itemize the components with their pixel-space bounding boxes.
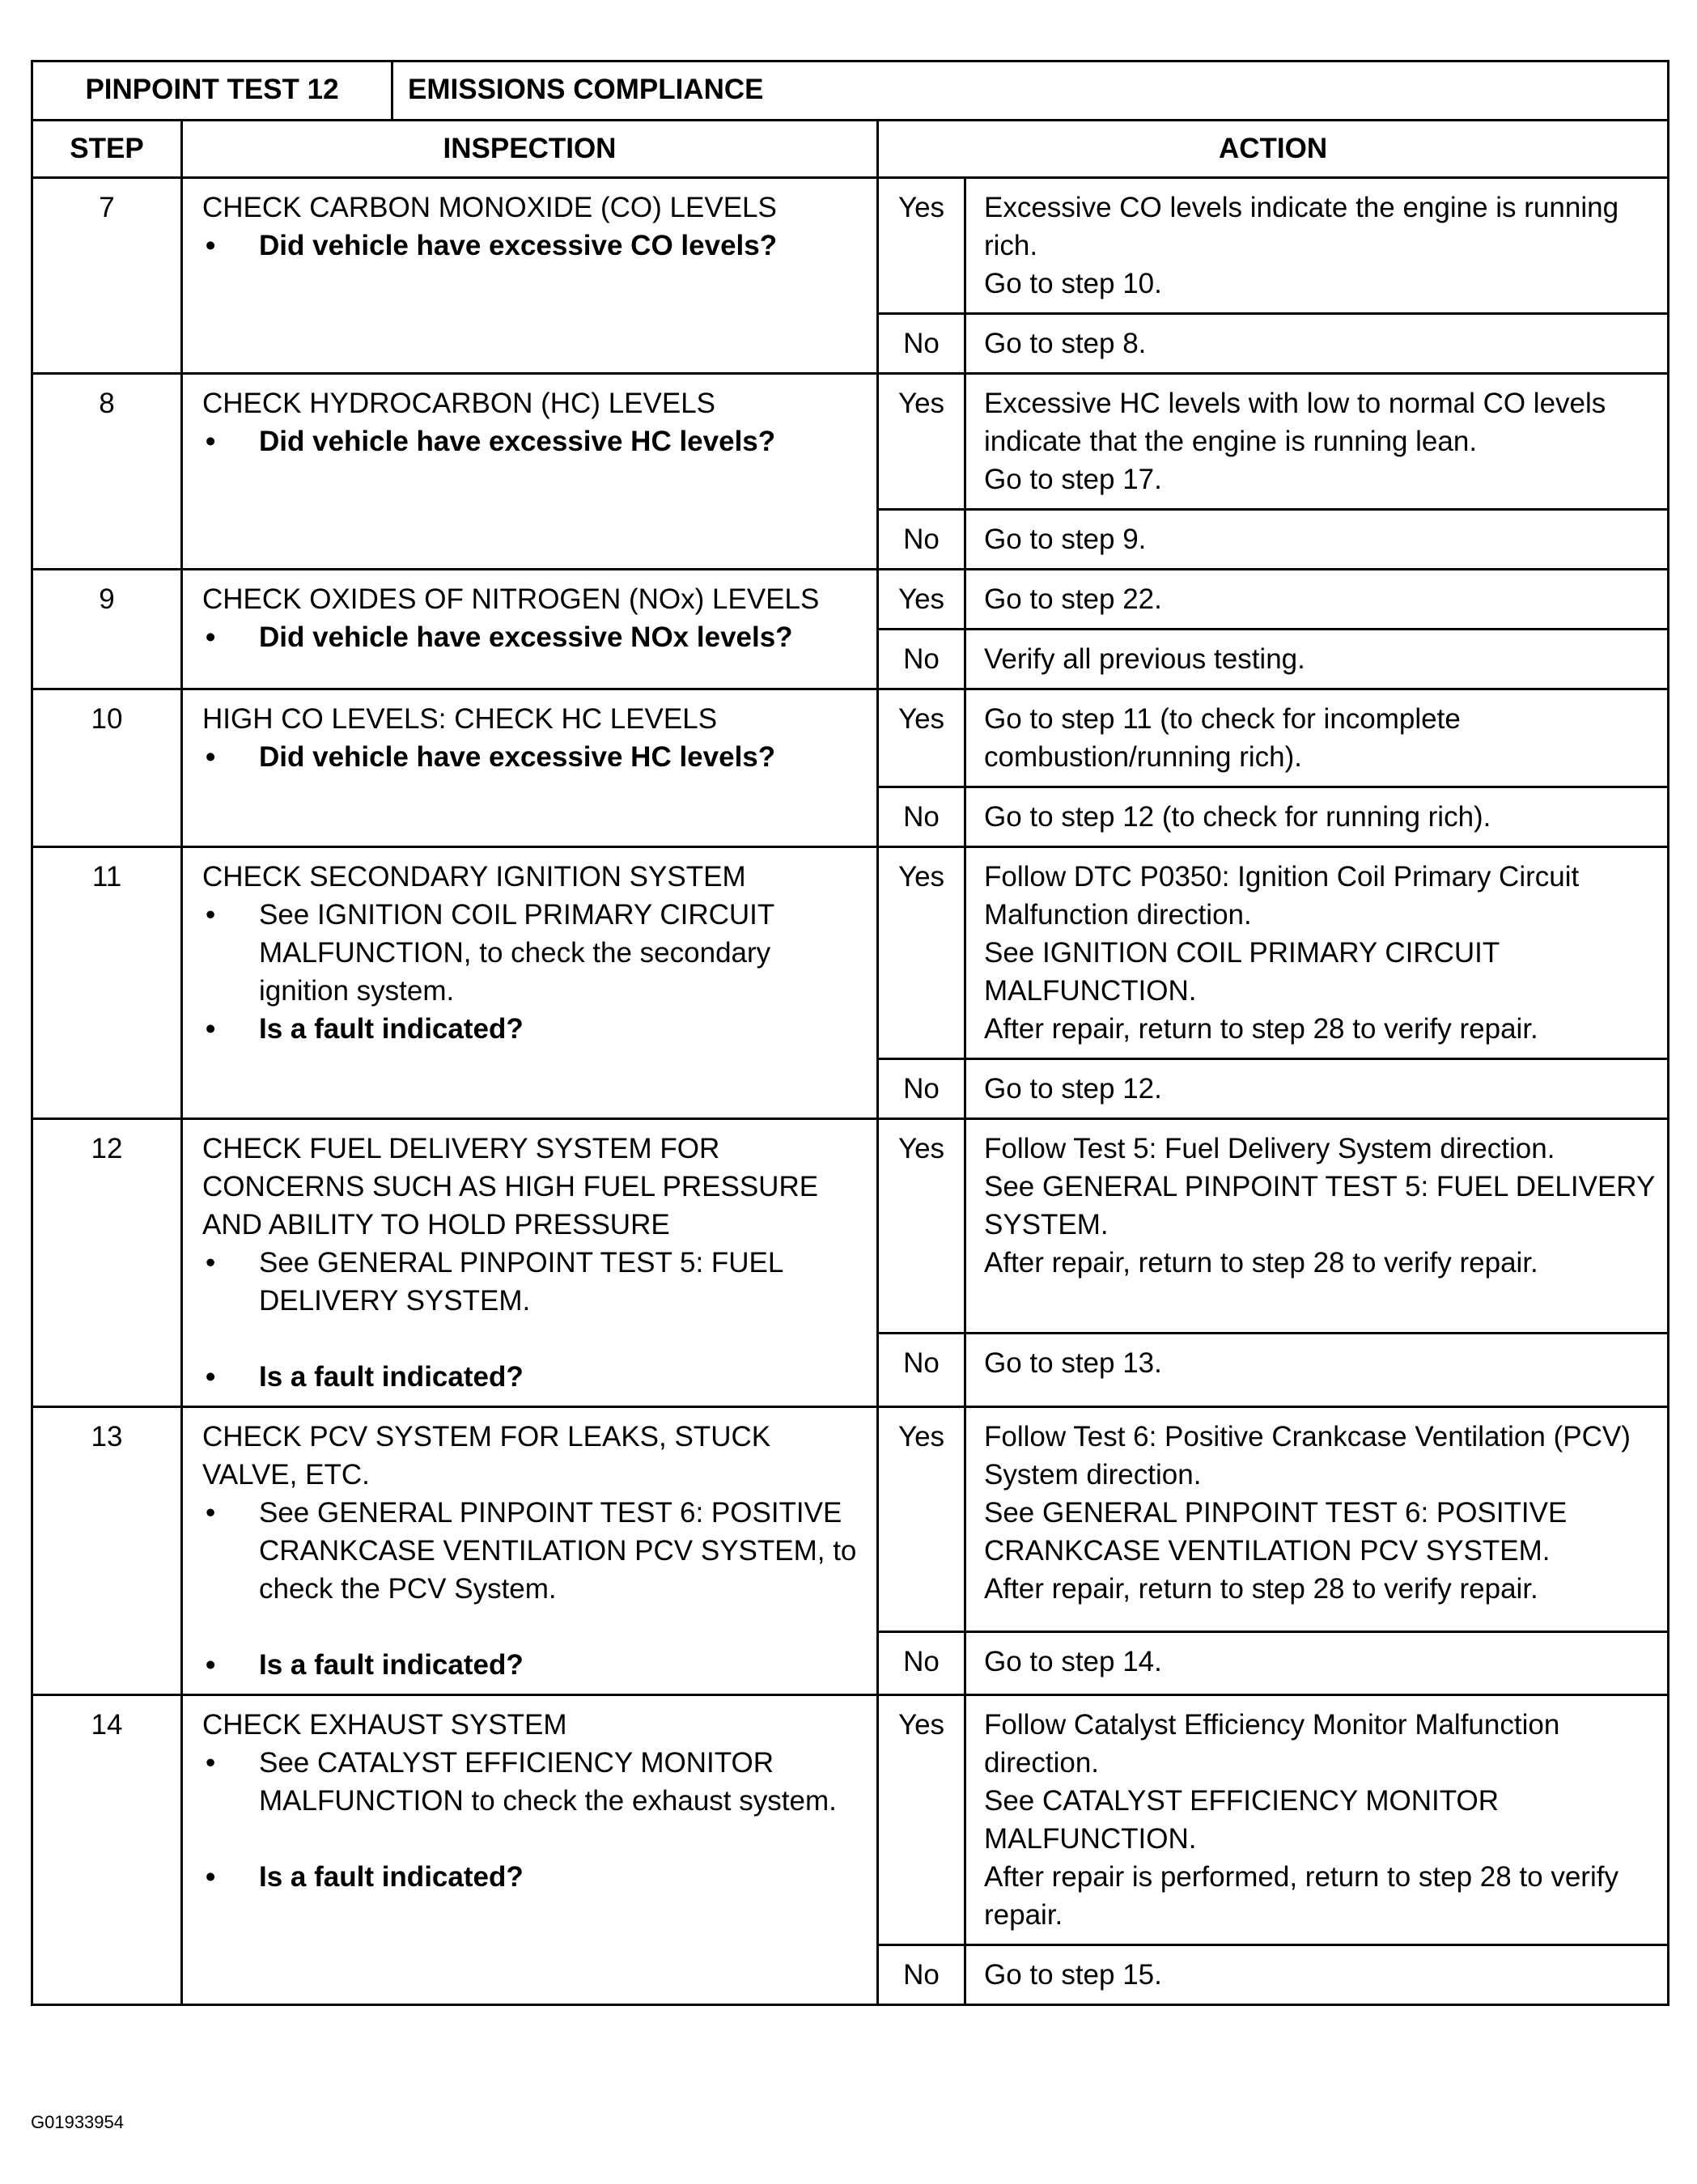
yes-action xyxy=(965,689,1669,787)
table-row xyxy=(32,1695,1669,1945)
action-line: See IGNITION COIL PRIMARY CIRCUIT MALFUNCTION. xyxy=(984,937,1500,1007)
action-line: After repair, return to step 28 to verify repair. xyxy=(984,1247,1538,1279)
action-line: See GENERAL PINPOINT TEST 5: FUEL DELIVERY SYSTEM. xyxy=(984,1171,1655,1240)
no-action xyxy=(965,510,1669,570)
inspection-cell xyxy=(182,374,878,570)
yes-action xyxy=(965,570,1669,630)
inspection-cell xyxy=(182,847,878,1119)
table-row xyxy=(32,1407,1669,1632)
step-number: 14 xyxy=(32,1695,182,2005)
inspection-heading: CHECK OXIDES OF NITROGEN (NOx) LEVELS xyxy=(202,583,820,615)
step-number: 12 xyxy=(32,1119,182,1407)
test-title-row xyxy=(32,61,1669,121)
inspection-cell xyxy=(182,178,878,374)
action-line: Verify all previous testing. xyxy=(984,643,1305,675)
pinpoint-test-table xyxy=(31,60,1669,2006)
step-number: 8 xyxy=(32,374,182,570)
step-number: 7 xyxy=(32,178,182,374)
action-line: Follow Catalyst Efficiency Monitor Malfunction direction. xyxy=(984,1709,1560,1779)
action-line: Follow Test 5: Fuel Delivery System direction. xyxy=(984,1133,1555,1164)
yes-label: Yes xyxy=(878,847,965,1059)
action-line: Excessive HC levels with low to normal CO levels indicate that the engine is running lean. xyxy=(984,388,1606,457)
no-label: No xyxy=(878,630,965,689)
inspection-bullet: • Did vehicle have excessive HC levels? xyxy=(202,738,867,776)
action-line: Follow DTC P0350: Ignition Coil Primary Circuit Malfunction direction. xyxy=(984,861,1580,931)
no-label: No xyxy=(878,510,965,570)
inspection-bullet: • Did vehicle have excessive CO levels? xyxy=(202,227,867,265)
action-line: Go to step 9. xyxy=(984,524,1147,555)
step-column-header: STEP xyxy=(32,121,182,178)
yes-action xyxy=(965,1119,1669,1334)
inspection-bullet: • Did vehicle have excessive NOx levels? xyxy=(202,618,867,656)
step-number: 10 xyxy=(32,689,182,847)
yes-label: Yes xyxy=(878,374,965,510)
column-header-row xyxy=(32,121,1669,178)
no-label: No xyxy=(878,314,965,374)
inspection-bullet: • Did vehicle have excessive HC levels? xyxy=(202,422,867,460)
yes-label: Yes xyxy=(878,689,965,787)
table-row xyxy=(32,1119,1669,1334)
no-label: No xyxy=(878,787,965,847)
action-line: Go to step 17. xyxy=(984,464,1162,495)
inspection-bullet: • See GENERAL PINPOINT TEST 5: FUEL DELIVERY SYSTEM. xyxy=(202,1244,867,1320)
inspection-heading: CHECK HYDROCARBON (HC) LEVELS xyxy=(202,388,715,419)
inspection-heading: CHECK SECONDARY IGNITION SYSTEM xyxy=(202,861,746,893)
action-line: Go to step 12 (to check for running rich). xyxy=(984,801,1491,833)
test-label: PINPOINT TEST 12 xyxy=(32,61,392,121)
action-line: Go to step 12. xyxy=(984,1073,1162,1105)
no-label: No xyxy=(878,1333,965,1406)
inspection-bullet: • See GENERAL PINPOINT TEST 6: POSITIVE CRANKCASE VENTILATION PCV SYSTEM, to check the PCV System. xyxy=(202,1494,867,1608)
action-line: Go to step 15. xyxy=(984,1959,1162,1991)
no-label: No xyxy=(878,1059,965,1119)
inspection-cell xyxy=(182,1695,878,2005)
no-action xyxy=(965,314,1669,374)
figure-id: G01933954 xyxy=(31,2112,124,2132)
yes-label: Yes xyxy=(878,1119,965,1334)
no-label: No xyxy=(878,1945,965,2005)
table-row xyxy=(32,847,1669,1059)
inspection-bullet: • See IGNITION COIL PRIMARY CIRCUIT MALFUNCTION, to check the secondary ignition system. xyxy=(202,896,867,1010)
spacer xyxy=(202,1820,867,1858)
inspection-cell xyxy=(182,570,878,689)
inspection-bullet: • Is a fault indicated? xyxy=(202,1010,867,1048)
table-row xyxy=(32,374,1669,510)
yes-action xyxy=(965,847,1669,1059)
inspection-cell xyxy=(182,1407,878,1695)
no-action xyxy=(965,1631,1669,1694)
action-line: See CATALYST EFFICIENCY MONITOR MALFUNCTION. xyxy=(984,1785,1499,1855)
inspection-heading: CHECK CARBON MONOXIDE (CO) LEVELS xyxy=(202,192,777,223)
action-line: See GENERAL PINPOINT TEST 6: POSITIVE CRANKCASE VENTILATION PCV SYSTEM. xyxy=(984,1497,1568,1567)
inspection-bullet: • See CATALYST EFFICIENCY MONITOR MALFUNCTION to check the exhaust system. xyxy=(202,1744,867,1820)
inspection-column-header: INSPECTION xyxy=(182,121,878,178)
inspection-bullet: • Is a fault indicated? xyxy=(202,1358,867,1396)
action-column-header: ACTION xyxy=(878,121,1669,178)
action-line: After repair, return to step 28 to verify repair. xyxy=(984,1573,1538,1605)
step-number: 11 xyxy=(32,847,182,1119)
test-name: EMISSIONS COMPLIANCE xyxy=(392,61,1669,121)
inspection-heading: HIGH CO LEVELS: CHECK HC LEVELS xyxy=(202,703,718,735)
yes-label: Yes xyxy=(878,570,965,630)
inspection-cell xyxy=(182,1119,878,1407)
table-row xyxy=(32,689,1669,787)
yes-action xyxy=(965,374,1669,510)
action-line: Go to step 13. xyxy=(984,1346,1162,1379)
yes-label: Yes xyxy=(878,178,965,314)
no-action xyxy=(965,1059,1669,1119)
action-line: Excessive CO levels indicate the engine is running rich. xyxy=(984,192,1619,261)
no-action xyxy=(965,1333,1669,1406)
yes-label: Yes xyxy=(878,1695,965,1945)
no-label: No xyxy=(878,1631,965,1694)
inspection-bullet: • Is a fault indicated? xyxy=(202,1858,867,1896)
yes-action xyxy=(965,178,1669,314)
yes-action xyxy=(965,1695,1669,1945)
action-line: Go to step 14. xyxy=(984,1645,1162,1677)
inspection-heading: CHECK FUEL DELIVERY SYSTEM FOR CONCERNS SUCH AS HIGH FUEL PRESSURE AND ABILITY TO HOLD PRESSURE xyxy=(202,1133,819,1240)
table-row xyxy=(32,570,1669,630)
yes-label: Yes xyxy=(878,1407,965,1632)
action-line: Go to step 8. xyxy=(984,328,1147,359)
step-number: 9 xyxy=(32,570,182,689)
spacer xyxy=(202,1608,867,1646)
no-action xyxy=(965,1945,1669,2005)
inspection-heading: CHECK PCV SYSTEM FOR LEAKS, STUCK VALVE, ETC. xyxy=(202,1421,771,1491)
no-action xyxy=(965,630,1669,689)
step-number: 13 xyxy=(32,1407,182,1695)
action-line: Go to step 11 (to check for incomplete combustion/running rich). xyxy=(984,703,1461,773)
yes-action xyxy=(965,1407,1669,1632)
action-line: Follow Test 6: Positive Crankcase Ventilation (PCV) System direction. xyxy=(984,1421,1631,1491)
action-line: Go to step 10. xyxy=(984,268,1162,299)
inspection-cell xyxy=(182,689,878,847)
action-line: After repair, return to step 28 to verify repair. xyxy=(984,1013,1538,1045)
table-row xyxy=(32,178,1669,314)
action-line: After repair is performed, return to step 28 to verify repair. xyxy=(984,1861,1619,1931)
inspection-bullet: • Is a fault indicated? xyxy=(202,1646,867,1684)
action-line: Go to step 22. xyxy=(984,583,1162,615)
no-action xyxy=(965,787,1669,847)
inspection-heading: CHECK EXHAUST SYSTEM xyxy=(202,1709,567,1741)
spacer xyxy=(202,1320,867,1358)
